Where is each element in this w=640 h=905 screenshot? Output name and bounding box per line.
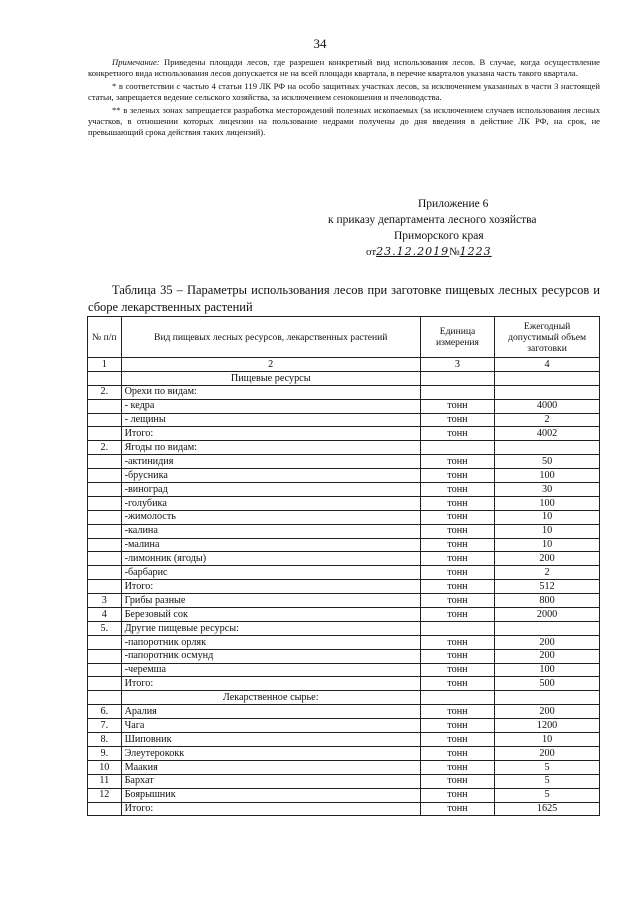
row-unit: тонн	[420, 663, 494, 677]
table-row	[88, 469, 600, 483]
row-name: -барбарис	[121, 566, 420, 580]
row-unit: тонн	[420, 705, 494, 719]
row-value: 2000	[495, 608, 600, 622]
row-name: Грибы разные	[121, 594, 420, 608]
row-value: 200	[495, 635, 600, 649]
appendix-date-line	[300, 244, 600, 260]
row-value: 200	[495, 552, 600, 566]
table-row	[88, 580, 600, 594]
row-unit	[420, 371, 494, 385]
row-num: 5.	[88, 621, 122, 635]
row-num: 3	[88, 594, 122, 608]
col-number: 3	[420, 358, 494, 372]
table-row	[88, 746, 600, 760]
note-double-asterisk: ** в зеленых зонах запрещается разработка месторождений полезных ископаемых (за исключением случаев использования лесных участков, в отношении которых лицензии на пользование недрами получены до дня введения в действие ЛК РФ, на срок, не превышающий срока действия таких лицензий).	[88, 104, 600, 138]
row-name: Итого:	[121, 580, 420, 594]
header-volume: Ежегодный допустимый объем заготовки	[495, 317, 600, 358]
header-name: Вид пищевых лесных ресурсов, лекарственных растений	[121, 317, 420, 358]
row-num	[88, 677, 122, 691]
row-num: 9.	[88, 746, 122, 760]
table-row	[88, 733, 600, 747]
row-value: 2	[495, 566, 600, 580]
row-value	[495, 441, 600, 455]
table-row	[88, 719, 600, 733]
row-value: 50	[495, 455, 600, 469]
note-primary-text: Приведены площади лесов, где разрешен конкретный вид использования лесов. В случае, когда осуществление конкретного вида использования лесов допускается не на всей площади квартала, в перечне кварталов указана часть такого квартала.	[88, 57, 600, 79]
table-row	[88, 538, 600, 552]
row-num: 2.	[88, 385, 122, 399]
col-number: 4	[495, 358, 600, 372]
row-value	[495, 385, 600, 399]
table-row	[88, 621, 600, 635]
table-row	[88, 566, 600, 580]
appendix-order-line: к приказу департамента лесного хозяйства	[328, 214, 537, 226]
row-unit: тонн	[420, 760, 494, 774]
row-name: -актинидия	[121, 455, 420, 469]
row-name: Ягоды по видам:	[121, 441, 420, 455]
row-unit: тонн	[420, 399, 494, 413]
row-num	[88, 469, 122, 483]
row-name: Итого:	[121, 427, 420, 441]
row-value: 4002	[495, 427, 600, 441]
row-num	[88, 371, 122, 385]
row-unit: тонн	[420, 427, 494, 441]
row-name: Аралия	[121, 705, 420, 719]
row-unit: тонн	[420, 580, 494, 594]
row-value	[495, 691, 600, 705]
table-row	[88, 496, 600, 510]
table-row	[88, 635, 600, 649]
row-value: 500	[495, 677, 600, 691]
row-name: -папоротник осмунд	[121, 649, 420, 663]
col-number: 1	[88, 358, 122, 372]
row-num	[88, 399, 122, 413]
row-unit: тонн	[420, 746, 494, 760]
row-value: 5	[495, 774, 600, 788]
note-label: Примечание:	[112, 57, 160, 67]
row-unit: тонн	[420, 552, 494, 566]
row-name: -виноград	[121, 483, 420, 497]
row-unit: тонн	[420, 483, 494, 497]
row-name: Пищевые ресурсы	[121, 371, 420, 385]
row-name: Орехи по видам:	[121, 385, 420, 399]
table-row	[88, 788, 600, 802]
row-value	[495, 371, 600, 385]
row-value: 1200	[495, 719, 600, 733]
row-value: 512	[495, 580, 600, 594]
row-unit: тонн	[420, 635, 494, 649]
row-num	[88, 538, 122, 552]
table-header-row	[88, 317, 600, 358]
row-value	[495, 621, 600, 635]
row-num	[88, 552, 122, 566]
row-num	[88, 427, 122, 441]
row-name: Березовый сок	[121, 608, 420, 622]
table-row	[88, 524, 600, 538]
table-row	[88, 649, 600, 663]
row-name: -калина	[121, 524, 420, 538]
table-row	[88, 608, 600, 622]
row-num: 4	[88, 608, 122, 622]
row-value: 100	[495, 496, 600, 510]
table-row	[88, 385, 600, 399]
row-name: -голубика	[121, 496, 420, 510]
row-num	[88, 649, 122, 663]
row-unit: тонн	[420, 469, 494, 483]
table-row	[88, 552, 600, 566]
row-unit: тонн	[420, 774, 494, 788]
row-num: 11	[88, 774, 122, 788]
row-value: 100	[495, 663, 600, 677]
row-unit: тонн	[420, 802, 494, 816]
row-name: -папоротник орляк	[121, 635, 420, 649]
row-name: Чага	[121, 719, 420, 733]
row-num: 6.	[88, 705, 122, 719]
row-num: 12	[88, 788, 122, 802]
row-num	[88, 483, 122, 497]
row-unit: тонн	[420, 733, 494, 747]
table-row	[88, 663, 600, 677]
row-num	[88, 496, 122, 510]
row-name: - кедра	[121, 399, 420, 413]
row-name: Маакия	[121, 760, 420, 774]
row-num	[88, 413, 122, 427]
table-row	[88, 760, 600, 774]
row-name: Итого:	[121, 677, 420, 691]
row-unit: тонн	[420, 455, 494, 469]
row-value: 10	[495, 538, 600, 552]
row-unit: тонн	[420, 677, 494, 691]
column-number-row	[88, 358, 600, 372]
row-unit: тонн	[420, 510, 494, 524]
resources-table	[87, 316, 600, 816]
table-row	[88, 483, 600, 497]
row-value: 200	[495, 746, 600, 760]
row-name: -лимонник (ягоды)	[121, 552, 420, 566]
row-num: 10	[88, 760, 122, 774]
row-name: Лекарственное сырье:	[121, 691, 420, 705]
row-num: 7.	[88, 719, 122, 733]
row-name: -жимолость	[121, 510, 420, 524]
row-name: Боярышник	[121, 788, 420, 802]
row-num	[88, 566, 122, 580]
row-value: 30	[495, 483, 600, 497]
page-number: 34	[313, 36, 327, 51]
row-unit	[420, 385, 494, 399]
row-name: Элеутерококк	[121, 746, 420, 760]
table-row	[88, 705, 600, 719]
row-unit: тонн	[420, 538, 494, 552]
row-value: 100	[495, 469, 600, 483]
notes-block	[88, 57, 600, 140]
order-date: 23.12.2019	[376, 245, 450, 258]
row-num	[88, 635, 122, 649]
row-num	[88, 524, 122, 538]
row-num	[88, 802, 122, 816]
row-name: -черемша	[121, 663, 420, 677]
row-value: 5	[495, 788, 600, 802]
table-row	[88, 594, 600, 608]
row-unit: тонн	[420, 524, 494, 538]
row-name: Итого:	[121, 802, 420, 816]
table-title: Таблица 35 – Параметры использования лесов при заготовке пищевых лесных ресурсов и сборе лекарственных растений	[88, 283, 600, 314]
row-name: Другие пищевые ресурсы:	[121, 621, 420, 635]
row-name: -малина	[121, 538, 420, 552]
table-row	[88, 427, 600, 441]
row-unit	[420, 441, 494, 455]
table-row	[88, 371, 600, 385]
col-number: 2	[121, 358, 420, 372]
header-num: № п/п	[88, 317, 122, 358]
row-value: 1625	[495, 802, 600, 816]
table-row	[88, 677, 600, 691]
table-row	[88, 802, 600, 816]
row-name: Шиповник	[121, 733, 420, 747]
row-unit: тонн	[420, 566, 494, 580]
row-value: 10	[495, 510, 600, 524]
row-unit: тонн	[420, 649, 494, 663]
row-unit	[420, 621, 494, 635]
row-value: 800	[495, 594, 600, 608]
row-num	[88, 580, 122, 594]
row-value: 5	[495, 760, 600, 774]
row-name: - лещины	[121, 413, 420, 427]
row-value: 10	[495, 524, 600, 538]
note-primary	[88, 57, 600, 80]
table-row	[88, 413, 600, 427]
table-row	[88, 399, 600, 413]
appendix-region-line: Приморского края	[394, 230, 484, 242]
note-single-asterisk: * в соответствии с частью 4 статьи 119 ЛК РФ на особо защитных участках лесов, за исключением указанных в части 3 настоящей статьи, запрещается ведение сельского хозяйства, за исключением сенокошения и пчеловодства.	[88, 80, 600, 103]
number-sign: №	[449, 246, 460, 258]
row-num	[88, 510, 122, 524]
row-num: 8.	[88, 733, 122, 747]
table-row	[88, 774, 600, 788]
row-unit: тонн	[420, 594, 494, 608]
row-value: 200	[495, 649, 600, 663]
row-num	[88, 455, 122, 469]
row-unit	[420, 691, 494, 705]
order-number: 1223	[459, 245, 492, 258]
row-name: -брусника	[121, 469, 420, 483]
appendix-title: Приложение 6	[418, 198, 489, 210]
row-unit: тонн	[420, 719, 494, 733]
table-row	[88, 455, 600, 469]
appendix-header	[300, 196, 600, 260]
row-num	[88, 663, 122, 677]
table-body	[88, 371, 600, 816]
appendix-from-label: от	[366, 246, 377, 258]
row-value: 2	[495, 413, 600, 427]
row-value: 4000	[495, 399, 600, 413]
row-value: 200	[495, 705, 600, 719]
row-name: Бархат	[121, 774, 420, 788]
row-num: 2.	[88, 441, 122, 455]
row-unit: тонн	[420, 413, 494, 427]
row-unit: тонн	[420, 608, 494, 622]
row-num	[88, 691, 122, 705]
table-row	[88, 691, 600, 705]
row-value: 10	[495, 733, 600, 747]
table-row	[88, 510, 600, 524]
header-unit: Единица измерения	[420, 317, 494, 358]
table-row	[88, 441, 600, 455]
row-unit: тонн	[420, 788, 494, 802]
row-unit: тонн	[420, 496, 494, 510]
